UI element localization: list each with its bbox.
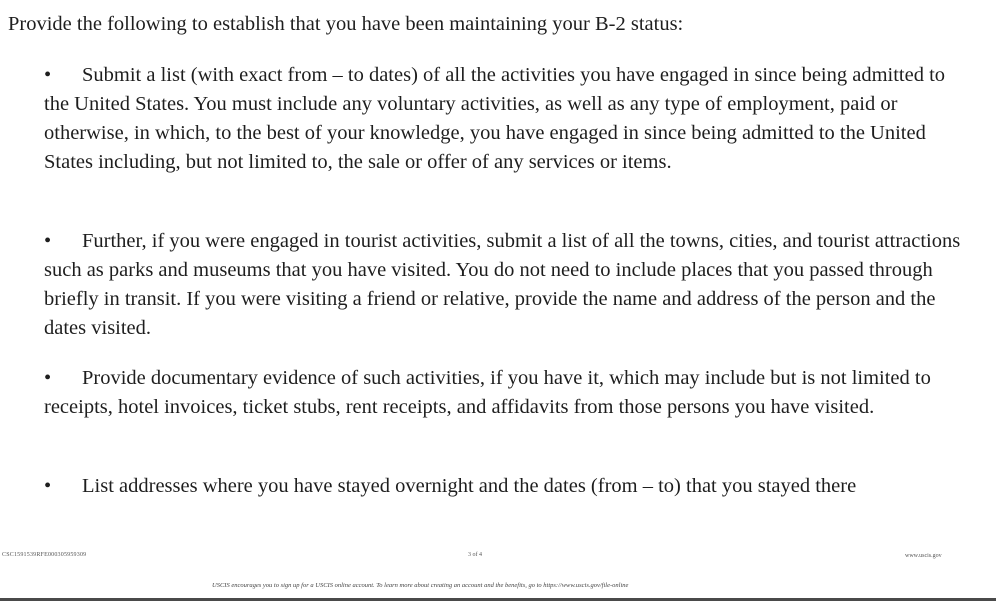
bullet-text: Submit a list (with exact from – to dates) of all the activities you have engaged in since being admitted to the United States. You must include any voluntary activities, as well as any type of employment, paid or otherwise, in which, to the best of your knowledge, you have engaged in since being admitted to the United States including, but not limited to, the sale or offer of any services or items.: [44, 64, 946, 173]
bullet-text: List addresses where you have stayed overnight and the dates (from – to) that you stayed there: [82, 475, 857, 497]
page-heading: Provide the following to establish that you have been maintaining your B-2 status:: [8, 13, 684, 35]
document-id: CSC1591539RFE000305959309: [2, 552, 87, 558]
bullet-item: [44, 227, 964, 343]
bullet-text: Provide documentary evidence of such activities, if you have it, which may include but is not limited to receipts, hotel invoices, ticket stubs, rent receipts, and affidavits from those persons you have visited.: [44, 367, 931, 418]
bullet-marker: •: [44, 64, 52, 86]
bullet-item: [44, 364, 964, 422]
page-number: 3 of 4: [468, 552, 482, 558]
bullet-item: [44, 472, 964, 501]
bullet-item: [44, 61, 964, 177]
bullet-marker: •: [44, 230, 52, 252]
bullet-marker: •: [44, 367, 52, 389]
footer-note: USCIS encourages you to sign up for a USCIS online account. To learn more about creating an account and the benefits, go to https://www.uscis.gov/file-online: [212, 582, 629, 589]
website-link[interactable]: www.uscis.gov: [905, 553, 942, 559]
bullet-text: Further, if you were engaged in tourist activities, submit a list of all the towns, cities, and tourist attractions such as parks and museums that you have visited. You do not need to include places that you passed through briefly in transit. If you were visiting a friend or relative, provide the name and address of the person and the dates visited.: [44, 230, 961, 339]
bottom-divider: [0, 598, 996, 601]
bullet-marker: •: [44, 475, 52, 497]
